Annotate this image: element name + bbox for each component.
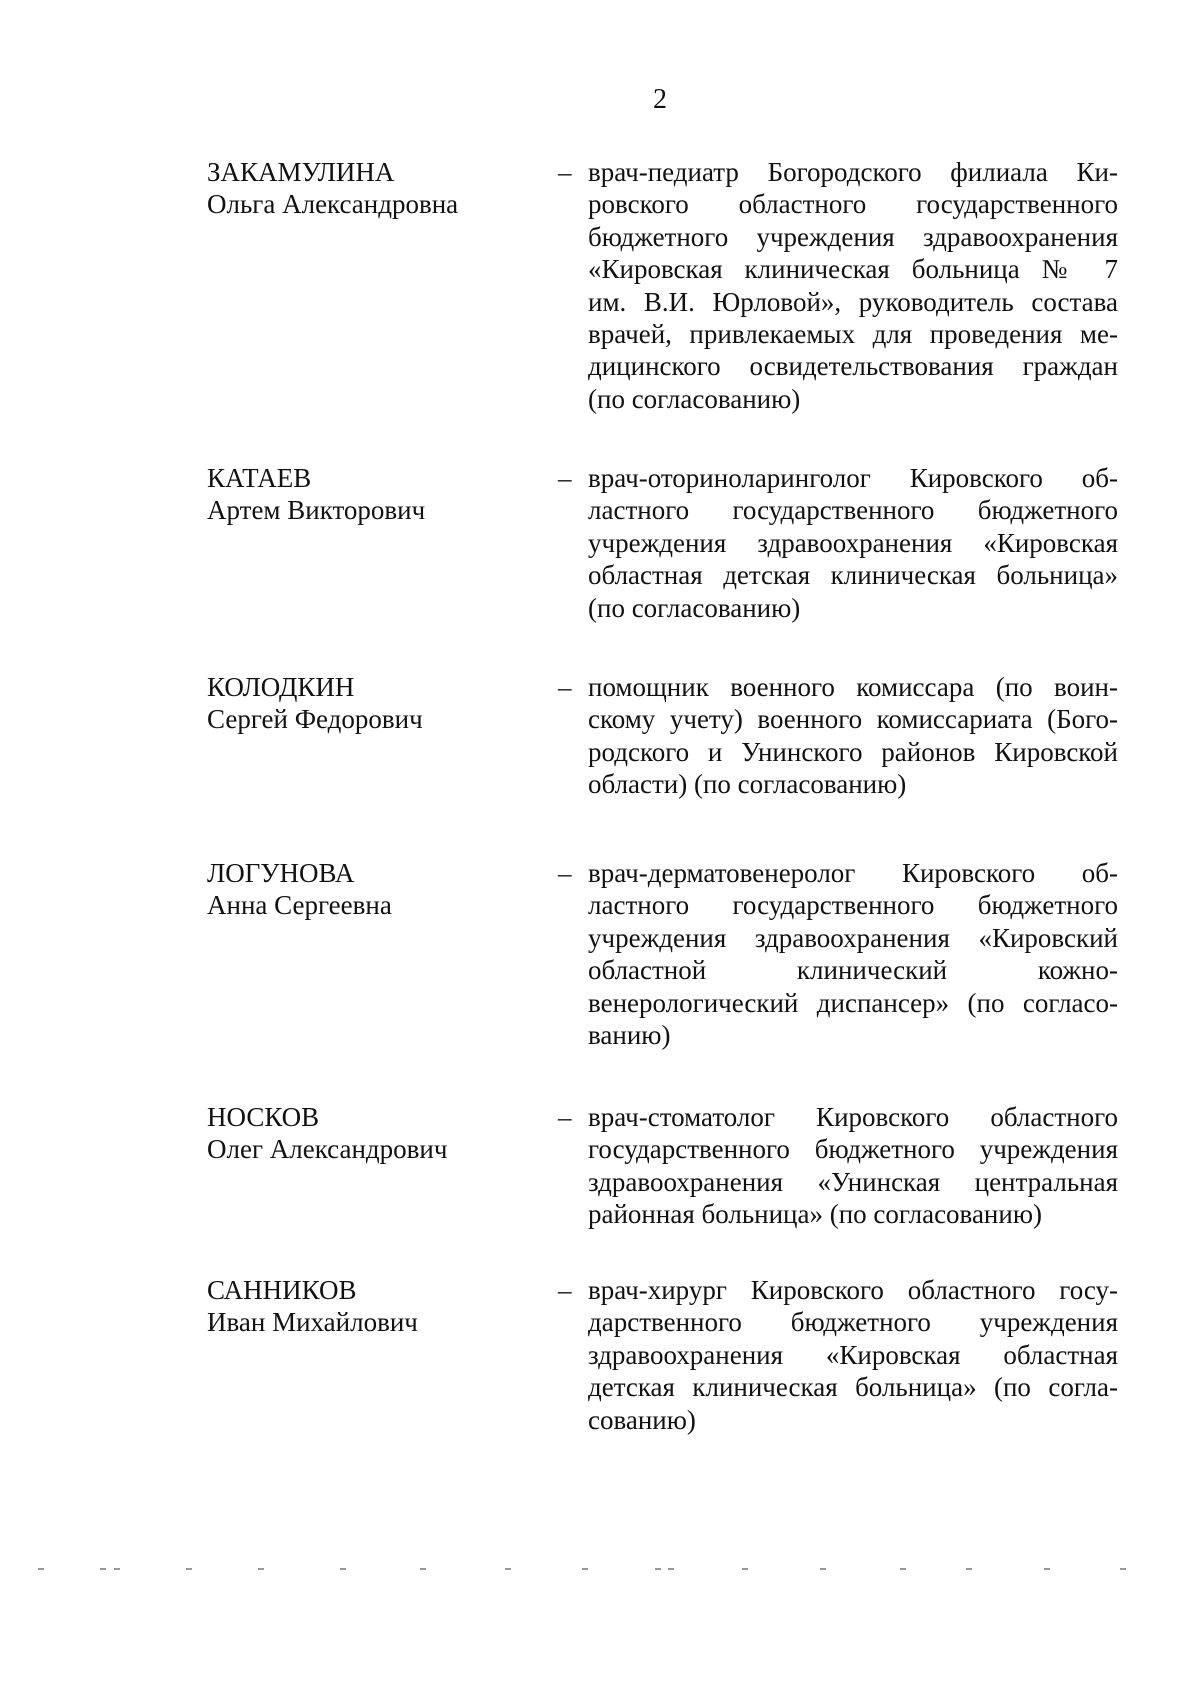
description-line: здравоохранения «Унинская центральная	[588, 1166, 1118, 1197]
member-name	[207, 1274, 537, 1339]
description-line: врач-хирург Кировского областного госу-	[588, 1275, 1118, 1305]
member-description	[588, 1101, 1118, 1231]
member-surname: КАТАЕВ	[207, 463, 312, 493]
description-line: ластного государственного бюджетного	[588, 890, 1118, 921]
member-name	[207, 462, 537, 527]
member-surname: САННИКОВ	[207, 1275, 357, 1305]
scan-artifact-line	[0, 1568, 1200, 1574]
page-number: 2	[653, 84, 667, 115]
member-given-names: Анна Сергеевна	[207, 890, 392, 921]
description-line: учреждения здравоохранения «Кировская	[588, 527, 1118, 558]
description-line: бюджетного учреждения здравоохранения	[588, 221, 1118, 252]
description-line: областная детская клиническая больница»	[588, 560, 1118, 591]
description-line: детская клиническая больница» (по согла-	[588, 1372, 1118, 1403]
member-surname: КОЛОДКИН	[207, 672, 355, 702]
member-given-names: Артем Викторович	[207, 495, 426, 526]
member-given-names: Олег Александрович	[207, 1134, 448, 1165]
member-given-names: Ольга Александровна	[207, 189, 459, 220]
description-line: (по согласованию)	[588, 592, 801, 623]
description-line: ластного государственного бюджетного	[588, 495, 1118, 526]
description-line: районная больница» (по согласованию)	[588, 1199, 1042, 1230]
member-name	[207, 857, 537, 922]
description-line: государственного бюджетного учреждения	[588, 1134, 1118, 1165]
description-line: врач-дерматовенеролог Кировского об-	[588, 858, 1118, 888]
member-name	[207, 1101, 537, 1166]
member-name	[207, 156, 537, 221]
description-line: родского и Унинского районов Кировской	[588, 736, 1118, 767]
description-line: врач-педиатр Богородского филиала Ки-	[588, 157, 1118, 187]
member-description	[588, 857, 1118, 1051]
description-line: учреждения здравоохранения «Кировский	[588, 922, 1118, 953]
description-line: венерологический диспансер» (по согласо-	[588, 987, 1118, 1018]
description-line: дицинского освидетельствования граждан	[588, 351, 1118, 382]
description-line: «Кировская клиническая больница № 7	[588, 254, 1118, 285]
description-line: области) (по согласованию)	[588, 769, 907, 800]
entry-dash: –	[558, 1102, 572, 1132]
description-line: врач-оториноларинголог Кировского об-	[588, 463, 1118, 493]
entry-dash: –	[558, 858, 572, 888]
description-line: скому учету) военного комиссариата (Бого-	[588, 704, 1118, 735]
description-line: сованию)	[588, 1404, 696, 1435]
member-description	[588, 156, 1118, 415]
description-line: врачей, привлекаемых для проведения ме-	[588, 319, 1118, 350]
member-description	[588, 1274, 1118, 1436]
member-surname: ЛОГУНОВА	[207, 858, 355, 888]
entry-dash: –	[558, 157, 572, 187]
member-surname: ЗАКАМУЛИНА	[207, 157, 395, 187]
entry-dash: –	[558, 672, 572, 702]
member-name	[207, 671, 537, 736]
description-line: здравоохранения «Кировская областная	[588, 1339, 1118, 1370]
member-description	[588, 462, 1118, 624]
description-line: им. В.И. Юрловой», руководитель состава	[588, 286, 1118, 317]
entry-dash: –	[558, 463, 572, 493]
description-line: (по согласованию)	[588, 383, 801, 414]
description-line: ровского областного государственного	[588, 189, 1118, 220]
member-given-names: Сергей Федорович	[207, 704, 423, 735]
description-line: дарственного бюджетного учреждения	[588, 1307, 1118, 1338]
description-line: ванию)	[588, 1020, 671, 1051]
member-given-names: Иван Михайлович	[207, 1307, 418, 1338]
member-surname: НОСКОВ	[207, 1102, 320, 1132]
member-description	[588, 671, 1118, 801]
entry-dash: –	[558, 1275, 572, 1305]
description-line: помощник военного комиссара (по воин-	[588, 672, 1118, 702]
description-line: областной клинический кожно-	[588, 955, 1118, 986]
description-line: врач-стоматолог Кировского областного	[588, 1102, 1118, 1132]
